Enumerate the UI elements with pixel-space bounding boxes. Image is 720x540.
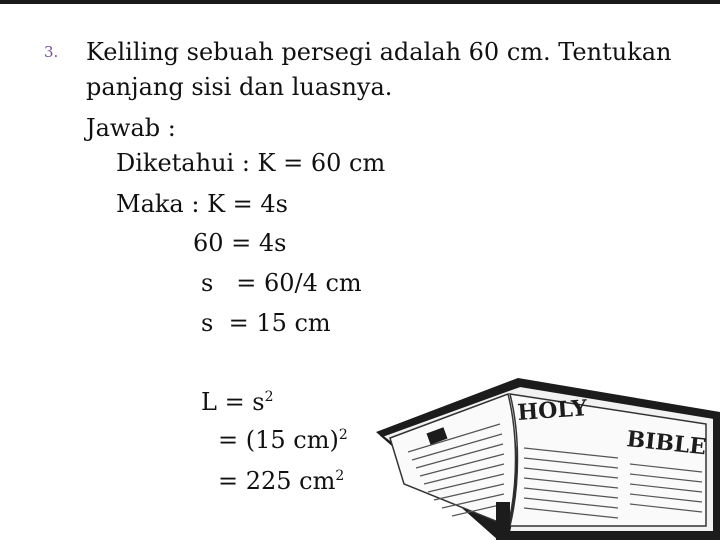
left-page-title: HOLY [516, 395, 588, 426]
area-line-3 [218, 466, 344, 496]
area-line-2-exponent: 2 [338, 427, 348, 443]
step-line-2: 60 = 4s [193, 229, 287, 257]
question-number: 3. [44, 43, 59, 61]
step-line-1: Maka : K = 4s [116, 190, 288, 218]
area-line-2-base: = (15 cm) [218, 426, 339, 454]
area-line-3-base: = 225 cm [218, 467, 336, 495]
open-bible-icon [368, 372, 720, 540]
area-line-1-base: L = s [201, 388, 265, 416]
known-line: Diketahui : K = 60 cm [116, 149, 386, 177]
step-line-3: s = 60/4 cm [201, 269, 362, 297]
area-line-3-exponent: 2 [335, 468, 345, 484]
question-line-1: Keliling sebuah persegi adalah 60 cm. Tentukan [86, 38, 672, 66]
area-line-1 [201, 387, 274, 417]
answer-heading: Jawab : [86, 114, 176, 142]
right-page-title: BIBLE [625, 426, 708, 461]
step-line-4: s = 15 cm [201, 309, 331, 337]
area-line-1-exponent: 2 [264, 389, 274, 405]
area-line-2 [218, 425, 348, 455]
question-line-2: panjang sisi dan luasnya. [86, 73, 393, 101]
